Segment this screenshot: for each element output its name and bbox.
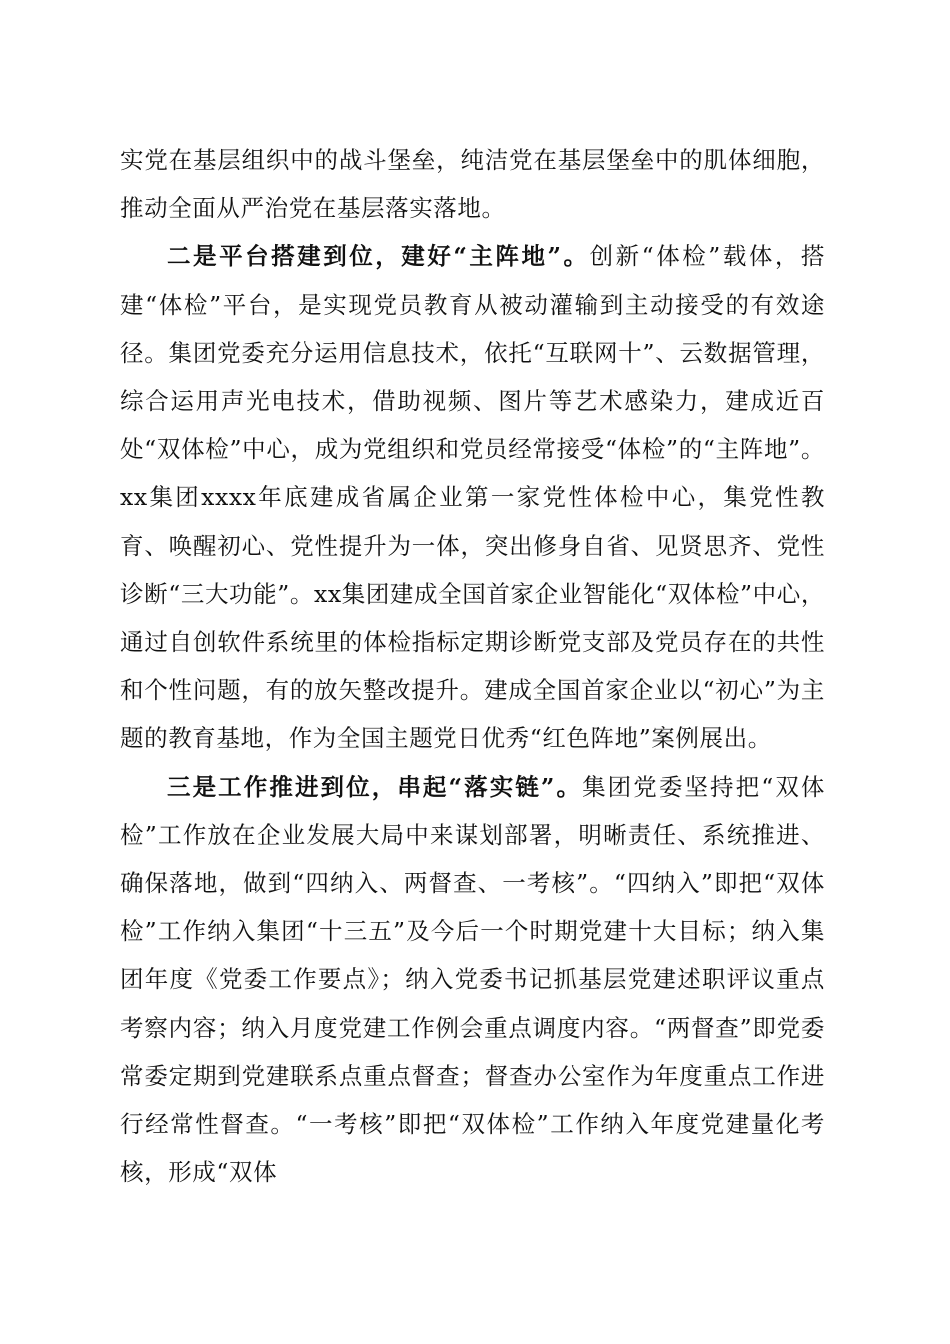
document-body xyxy=(120,136,825,1196)
paragraph-lead: 三是工作推进到位，串起“落实链”。 xyxy=(167,772,583,801)
paragraph-work-progress xyxy=(120,763,825,1197)
paragraph-body: 集团党委坚持把“双体检”工作放在企业发展大局中来谋划部署，明晰责任、系统推进、确保落地，做到“四纳入、两督查、一考核”。“四纳入”即把“双体检”工作纳入集团“十三五”及今后一个时期党建十大目标；纳入集团年度《党委工作要点》；纳入党委书记抓基层党建述职评议重点考察内容；纳入月度党建工作例会重点调度内容。“两督查”即党委常委定期到党建联系点重点督查；督查办公室作为年度重点工作进行经常性督查。“一考核”即把“双体检”工作纳入年度党建量化考核，形成“双体 xyxy=(120,772,826,1187)
paragraph-platform xyxy=(120,232,825,762)
paragraph-continuation xyxy=(120,136,825,232)
paragraph-body: 实党在基层组织中的战斗堡垒，纯洁党在基层堡垒中的肌体细胞，推动全面从严治党在基层落实落地。 xyxy=(120,146,825,223)
paragraph-lead: 二是平台搭建到位，建好“主阵地”。 xyxy=(167,242,590,271)
paragraph-body: 创新“体检”载体，搭建“体检”平台，是实现党员教育从被动灌输到主动接受的有效途径。集团党委充分运用信息技术，依托“互联网十”、云数据管理，综合运用声光电技术，借助视频、图片等艺术感染力，建成近百处“双体检”中心，成为党组织和党员经常接受“体检”的“主阵地”。xx集团xxxx年底建成省属企业第一家党性体检中心，集党性教育、唤醒初心、党性提升为一体，突出修身自省、见贤思齐、党性诊断“三大功能”。xx集团建成全国首家企业智能化“双体检”中心，通过自创软件系统里的体检指标定期诊断党支部及党员存在的共性和个性问题，有的放矢整改提升。建成全国首家企业以“初心”为主题的教育基地，作为全国主题党日优秀“红色阵地”案例展出。 xyxy=(120,242,826,753)
